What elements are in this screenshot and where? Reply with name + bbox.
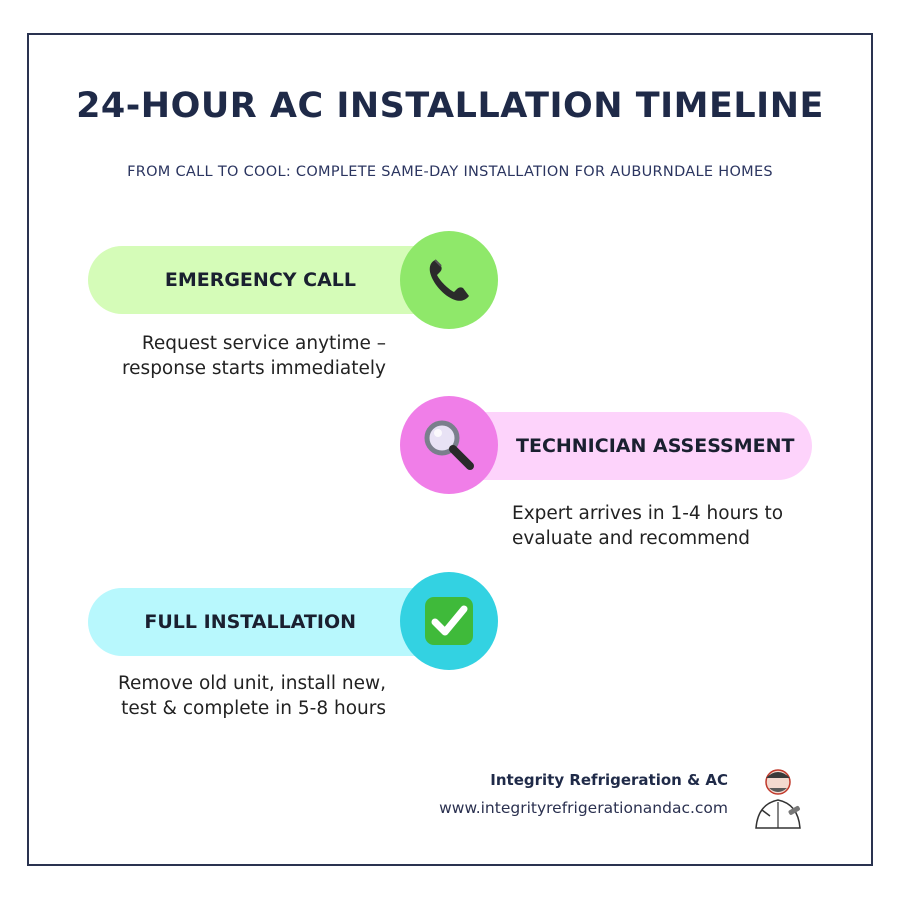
- description-line: Expert arrives in 1-4 hours to: [512, 503, 784, 524]
- phone-icon: [421, 252, 477, 308]
- description-line: response starts immediately: [121, 358, 386, 379]
- step-technician-assessment-description: [512, 501, 783, 551]
- step-emergency-call-description: [122, 331, 386, 381]
- magnifier-icon: [420, 416, 478, 474]
- technician-mascot-icon: [742, 764, 812, 834]
- description-line: Request service anytime –: [141, 333, 386, 354]
- step-emergency-call-label: EMERGENCY CALL: [164, 269, 356, 291]
- page-title: 24-HOUR AC INSTALLATION TIMELINE: [76, 86, 824, 126]
- description-line: evaluate and recommend: [512, 528, 751, 549]
- description-line: Remove old unit, install new,: [117, 673, 386, 694]
- step-full-installation-description: [118, 671, 386, 721]
- checkmark-icon: [422, 594, 476, 648]
- step-full-installation-icon-circle: [400, 572, 498, 670]
- step-emergency-call-icon-circle: [400, 231, 498, 329]
- company-name: Integrity Refrigeration & AC: [490, 771, 728, 789]
- step-technician-assessment-icon-circle: [400, 396, 498, 494]
- company-url[interactable]: www.integrityrefrigerationandac.com: [439, 799, 728, 817]
- description-line: test & complete in 5-8 hours: [121, 698, 386, 719]
- page-subtitle: FROM CALL TO COOL: COMPLETE SAME-DAY INSTALLATION FOR AUBURNDALE HOMES: [127, 164, 773, 180]
- step-technician-assessment-label: TECHNICIAN ASSESSMENT: [516, 435, 795, 457]
- step-full-installation-label: FULL INSTALLATION: [144, 611, 356, 633]
